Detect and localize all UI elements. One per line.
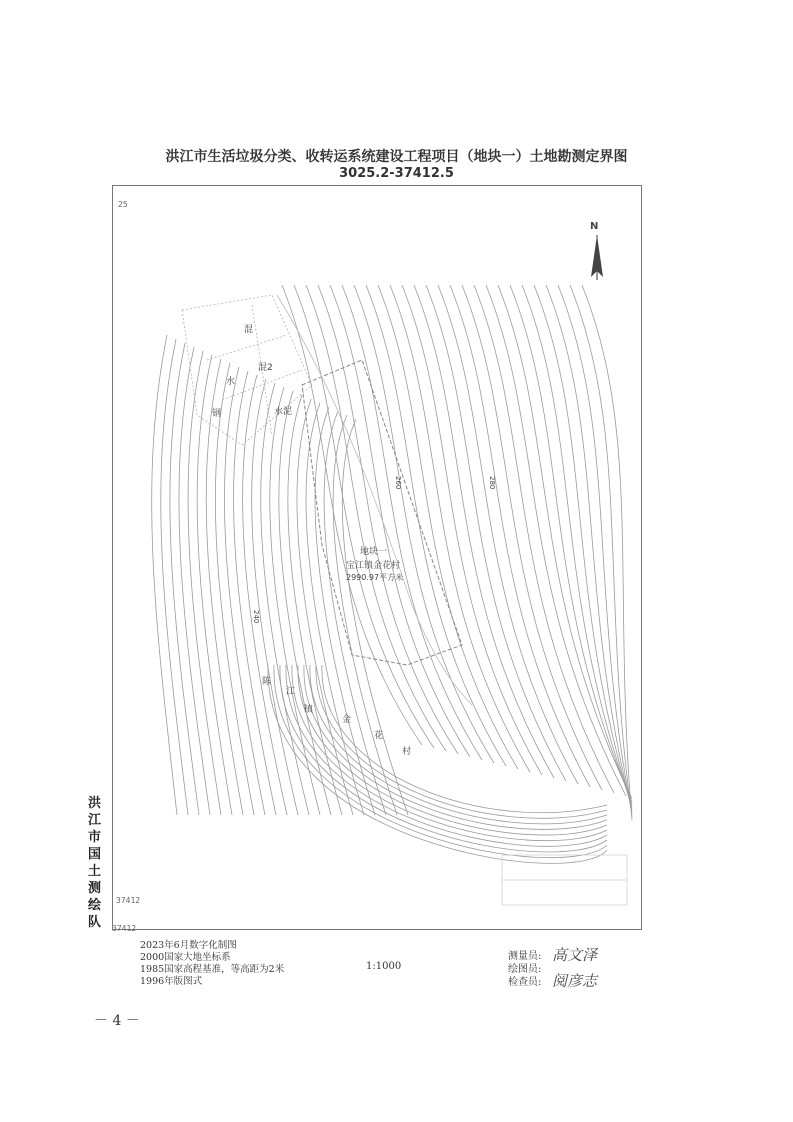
note-legend-version: 1996年版图式 [140, 976, 203, 987]
contour-line [322, 665, 607, 813]
map-label-hun2: 混2 [258, 363, 273, 373]
north-label: N [590, 221, 599, 232]
parcel-area: 2990.97平方米 [346, 573, 404, 582]
map-label-shui: 水 [226, 377, 236, 387]
map-title: 洪江市生活垃圾分类、收转运系统建设工程项目（地块一）土地勘测定界图 [165, 149, 628, 165]
contour-line [582, 285, 632, 820]
sheet-number: 3025.2-37412.5 [339, 166, 454, 181]
contour-line [330, 285, 470, 757]
map-label-cun: 村 [402, 747, 412, 757]
contour-line [534, 285, 632, 808]
parcel-village: 宝江镇金花村 [346, 561, 401, 571]
contour-line [224, 367, 265, 815]
contour-line [197, 355, 232, 815]
map-notes [140, 940, 284, 988]
map-scale: 1:1000 [366, 961, 402, 972]
building-outlines [182, 295, 312, 445]
parcel-boundary [302, 360, 462, 665]
checker-signature: 阅彦志 [552, 972, 598, 990]
note-elevation-datum: 1985国家高程基准，等高距为2米 [140, 964, 285, 975]
contour-line [170, 343, 199, 815]
drafter-label: 绘图员: [508, 964, 542, 975]
contour-line [152, 335, 177, 815]
staff-block [508, 950, 541, 989]
contour-line [342, 285, 482, 760]
checker-label: 检查员: [508, 977, 542, 988]
contour-label-240: 240 [252, 610, 260, 624]
contour-label-260: 260 [394, 476, 402, 490]
north-arrow-icon [591, 235, 603, 280]
map-label-jiang: 江 [286, 687, 296, 697]
map-label-shuini: 水泥 [274, 407, 293, 417]
contour-label-280: 280 [488, 476, 496, 490]
map-label-hua: 花 [374, 731, 384, 741]
side-organization-label: 洪江市国土测绘队 [88, 796, 102, 930]
contour-line [188, 351, 221, 815]
map-label-jin: 金 [342, 715, 352, 725]
coord-bottom-left: 37412 [112, 924, 137, 933]
map-label-gang: 钢 [212, 409, 222, 419]
surveyor-signature: 高文泽 [552, 946, 598, 964]
contour-line [498, 285, 632, 799]
note-date: 2023年6月数字化制图 [140, 940, 237, 951]
page-number: － 4 － [94, 1013, 140, 1029]
map-label-chen: 陈 [262, 677, 272, 687]
coord-top-left: 25 [118, 200, 128, 209]
contour-line [324, 411, 386, 815]
contour-line [179, 347, 210, 815]
contour-line [558, 285, 632, 814]
contour-line [261, 383, 309, 815]
surveyor-label: 测量员: [508, 951, 542, 962]
coord-bottom-left-upper: 37412 [116, 896, 141, 905]
contour-line [243, 375, 287, 815]
note-coordinate-system: 2000国家大地坐标系 [140, 952, 231, 963]
map-label-hun: 混 [244, 325, 254, 335]
contour-line [270, 387, 320, 815]
legend-box [502, 855, 627, 905]
parcel-label: 地块一 [360, 547, 388, 557]
map-label-zhen: 镇 [304, 705, 314, 715]
